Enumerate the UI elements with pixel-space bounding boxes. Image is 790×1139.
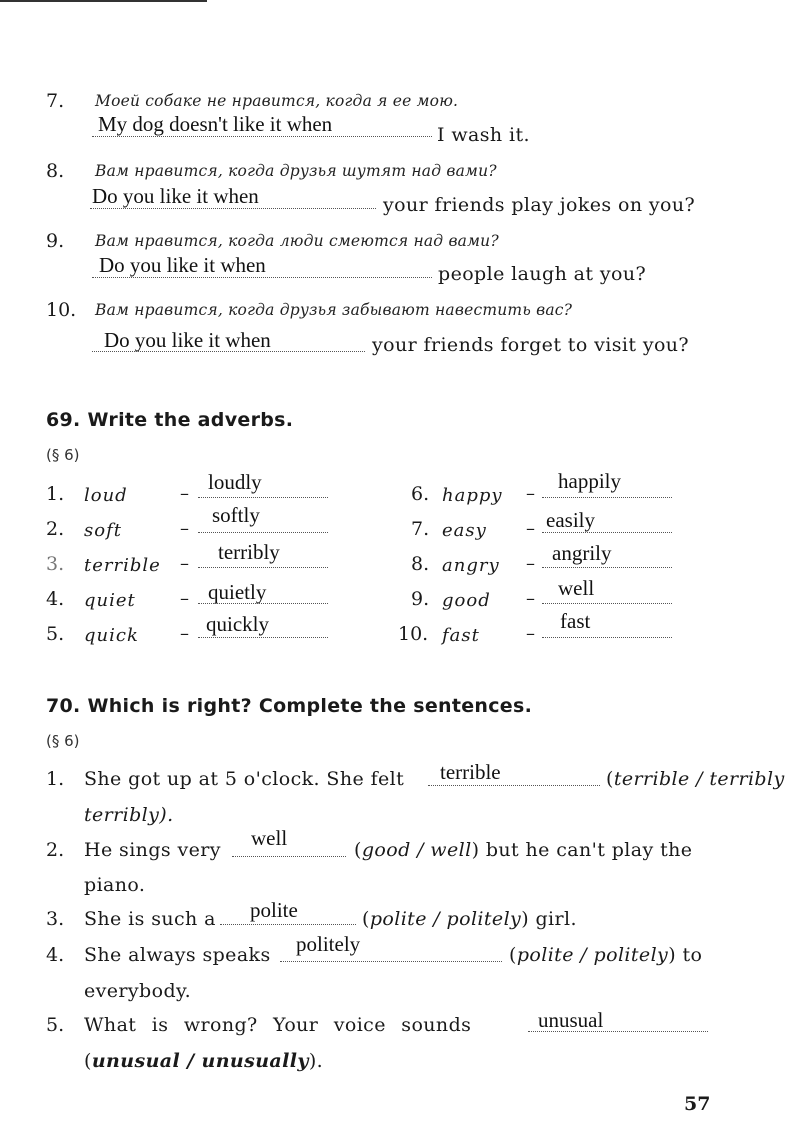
handwritten-answer: Do you like it when [99, 253, 266, 277]
handwritten-answer: quickly [206, 612, 269, 636]
options-text: (unusual / unusually). [84, 1050, 324, 1072]
handwritten-answer: loudly [208, 470, 262, 494]
sentence-text: She is such a [84, 908, 216, 930]
item-number: 10. [398, 623, 429, 645]
adjective: quick [84, 625, 139, 646]
answer-line [198, 532, 328, 533]
options: unusual / unusually [91, 1050, 309, 1072]
exercise-title: 69. Write the adverbs. [46, 409, 294, 431]
sentence-continuation: piano. [84, 874, 146, 896]
answer-line [542, 497, 672, 498]
answer-line [198, 603, 328, 604]
options-text: (good / well) but he can't play the [354, 839, 693, 861]
answer-line [542, 567, 672, 568]
options: polite / politely [516, 944, 669, 966]
adjective: fast [442, 625, 480, 646]
handwritten-answer: fast [560, 609, 591, 633]
handwritten-answer: Do you like it when [104, 328, 271, 352]
options-text: (polite / politely) to [509, 944, 703, 966]
sentence-tail: your friends play jokes on you? [383, 194, 696, 216]
handwritten-answer: angrily [552, 541, 612, 565]
sentence-tail: I wash it. [437, 124, 530, 146]
handwritten-answer: Do you like it when [92, 184, 259, 208]
options-text: (polite / politely) girl. [362, 908, 577, 930]
handwritten-answer: politely [296, 932, 361, 956]
handwritten-answer: unusual [538, 1008, 604, 1032]
exercise-title: 70. Which is right? Complete the sentences. [46, 695, 533, 717]
dash: – [526, 518, 535, 539]
item-number: 4. [46, 588, 65, 610]
item-number: 1. [46, 768, 65, 790]
handwritten-answer: quietly [208, 580, 267, 604]
item-number: 2. [46, 518, 65, 540]
item-number: 8. [411, 553, 430, 575]
sentence-text: He sings very [84, 839, 221, 861]
answer-line [542, 532, 672, 533]
adjective: good [442, 590, 491, 611]
dash: – [180, 518, 189, 539]
item-number: 7. [46, 90, 65, 112]
handwritten-answer: terribly [218, 540, 280, 564]
dash: – [526, 553, 535, 574]
item-number: 8. [46, 160, 65, 182]
grammar-reference: (§ 6) [46, 446, 80, 464]
answer-line [198, 637, 328, 638]
handwritten-answer: softly [212, 503, 260, 527]
top-rule [0, 0, 207, 2]
sentence-text: What is wrong? Your voice sounds [84, 1014, 472, 1036]
russian-prompt: Вам нравится, когда друзья шутят над вами? [95, 162, 497, 180]
item-number: 6. [411, 483, 430, 505]
options: good / well [361, 839, 472, 861]
item-number: 9. [46, 230, 65, 252]
adjective: happy [442, 485, 503, 506]
adjective: terrible [84, 555, 161, 576]
sentence-tail: your friends forget to visit you? [372, 334, 690, 356]
handwritten-answer: My dog doesn't like it when [98, 112, 333, 136]
item-number: 5. [46, 623, 65, 645]
page-number: 57 [684, 1093, 711, 1115]
item-number: 2. [46, 839, 65, 861]
dash: – [180, 483, 189, 504]
handwritten-answer: polite [250, 898, 298, 922]
sentence-text: She always speaks [84, 944, 271, 966]
adjective: easy [442, 520, 487, 541]
answer-line [92, 351, 365, 352]
answer-line [92, 136, 432, 137]
answer-line [280, 961, 502, 962]
sentence-tail: people laugh at you? [438, 263, 647, 285]
answer-line [198, 567, 328, 568]
options: terrible / terribly [613, 768, 785, 790]
russian-prompt: Вам нравится, когда друзья забывают навестить вас? [95, 301, 573, 319]
dash: – [526, 588, 535, 609]
item-number: 10. [46, 299, 77, 321]
handwritten-answer: well [558, 576, 595, 600]
adjective: soft [84, 520, 122, 541]
options: polite / politely [369, 908, 522, 930]
handwritten-answer: easily [546, 508, 595, 532]
dash: – [180, 553, 189, 574]
adjective: quiet [84, 590, 136, 611]
handwritten-answer: well [251, 826, 288, 850]
item-number: 1. [46, 483, 65, 505]
handwritten-answer: terrible [440, 760, 501, 784]
dash: – [526, 623, 535, 644]
answer-line [232, 856, 346, 857]
adjective: loud [84, 485, 128, 506]
item-number: 3. [46, 908, 65, 930]
sentence-continuation: everybody. [84, 980, 192, 1002]
grammar-reference: (§ 6) [46, 732, 80, 750]
dash: – [180, 588, 189, 609]
item-number: 4. [46, 944, 65, 966]
options-text: (terrible / terribly [606, 768, 785, 790]
answer-line [542, 603, 672, 604]
answer-line [198, 497, 328, 498]
item-number: 3. [46, 553, 65, 575]
russian-prompt: Вам нравится, когда люди смеются над вами? [95, 232, 499, 250]
item-number: 5. [46, 1014, 65, 1036]
answer-line [220, 924, 356, 925]
adjective: angry [442, 555, 500, 576]
item-number: 9. [411, 588, 430, 610]
answer-line [542, 637, 672, 638]
sentence-1-continuation: terribly). [84, 804, 174, 826]
russian-prompt: Моей собаке не нравится, когда я ее мою. [95, 92, 459, 110]
dash: – [526, 483, 535, 504]
handwritten-answer: happily [558, 469, 621, 493]
answer-line [92, 277, 432, 278]
item-number: 7. [411, 518, 430, 540]
dash: – [180, 623, 189, 644]
answer-line [90, 208, 376, 209]
answer-line [428, 785, 600, 786]
sentence-text: She got up at 5 o'clock. She felt [84, 768, 405, 790]
answer-line [528, 1031, 708, 1032]
